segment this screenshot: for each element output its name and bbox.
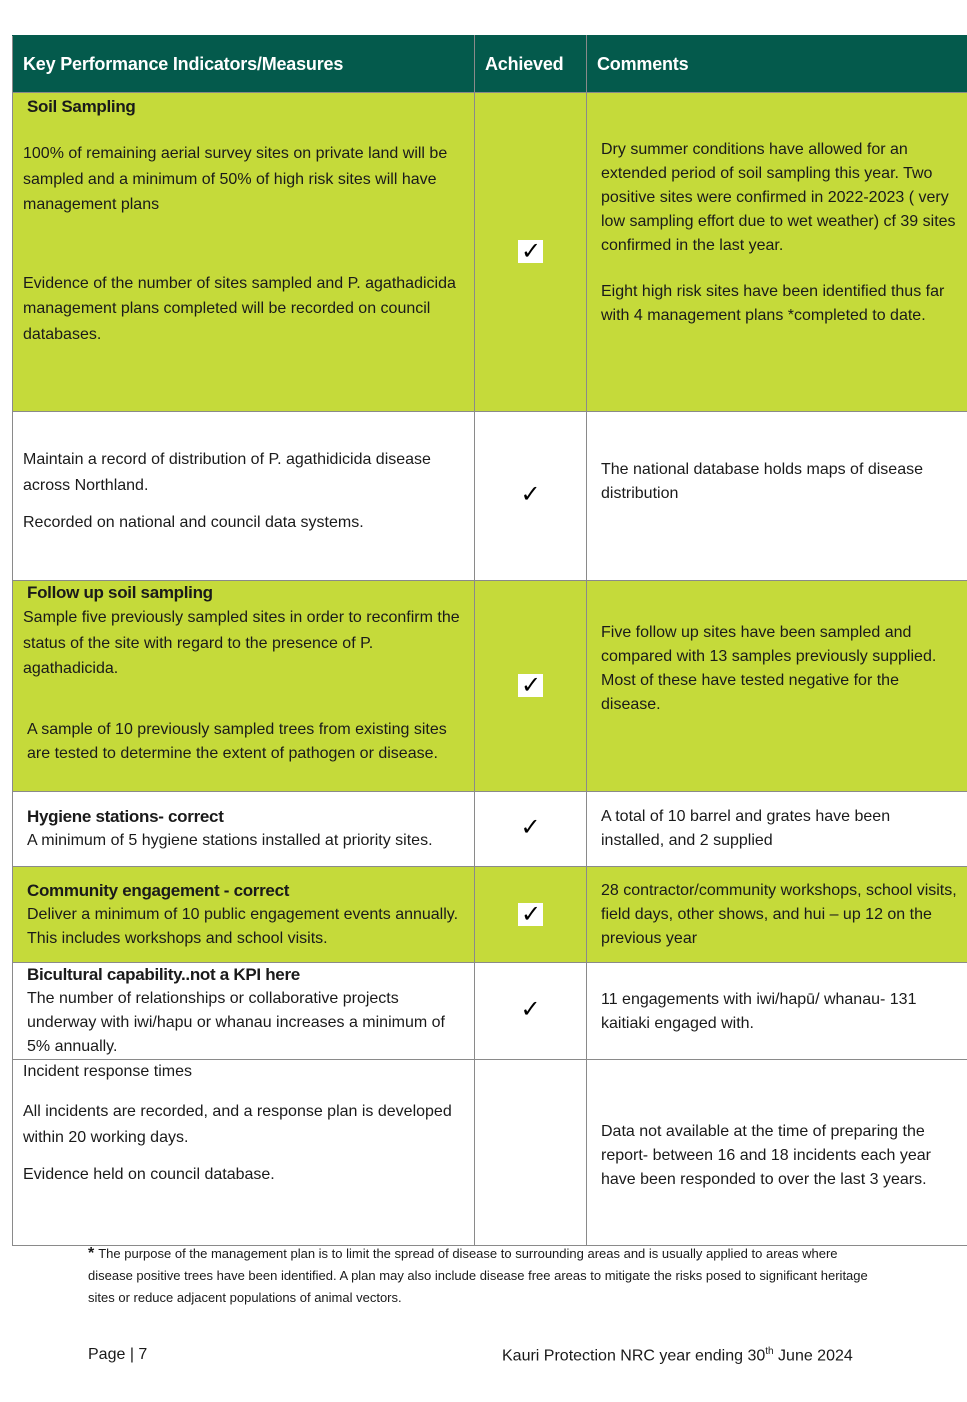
comment-cell [587,792,967,867]
measure-cell [13,1060,475,1246]
measure-text: A minimum of 5 hygiene stations installed at priority sites. [27,832,433,849]
comment-cell [587,412,967,581]
achieved-checkbox [518,900,543,928]
page-number: Page | 7 [88,1346,148,1363]
achieved-cell [475,867,587,963]
measure-cell [13,792,475,867]
check-icon: ✓ [521,672,542,700]
measure-text: Sample five previously sampled sites in order to reconfirm the status of the site with regard to the presence of P. agathadicida. [23,609,460,677]
measure-text: Maintain a record of distribution of P. agathidicida disease across Northland. [23,451,431,494]
header-comments: Comments [587,36,967,93]
row-title: Hygiene stations- correct [27,807,224,826]
evidence-text: Recorded on national and council data systems. [23,514,364,531]
comment-text: The national database holds maps of disease distribution [601,461,923,502]
comment-cell [587,1060,967,1246]
achieved-checkbox [518,672,543,700]
document-title-suffix: June 2024 [773,1347,853,1365]
measure-cell [13,93,475,412]
comment-cell [587,581,967,792]
achieved-cell [475,93,587,412]
check-icon: ✓ [520,995,541,1023]
achieved-cell [475,412,587,581]
check-icon: ✓ [521,900,542,928]
row-title: Bicultural capability..not a KPI here [27,965,300,984]
check-icon: ✓ [520,813,541,841]
row-title: Incident response times [23,1063,192,1080]
measure-text: The number of relationships or collaborative projects underway with iwi/hapu or whanau increases a minimum of 5% annually. [27,990,445,1055]
achieved-cell [475,1060,587,1246]
comment-text: A total of 10 barrel and grates have been installed, and 2 supplied [601,808,891,849]
comment-text: Five follow up sites have been sampled and compared with 13 samples previously supplied. Most of these have tested negative for the disease. [601,624,937,713]
row-title: Follow up soil sampling [27,583,213,602]
measure-text: 100% of remaining aerial survey sites on private land will be sampled and a minimum of 50% of high risk sites will have management plans [23,145,448,213]
table-row [13,412,967,581]
measure-text: All incidents are recorded, and a response plan is developed within 20 working days. [23,1103,452,1146]
row-title: Community engagement - correct [27,880,290,900]
comment-cell [587,93,967,412]
table-row [13,867,967,963]
footnote-marker: * [88,1245,95,1262]
table-row [13,1060,967,1246]
achieved-cell [475,963,587,1060]
comment-text: 28 contractor/community workshops, school visits, field days, other shows, and hui – up 12 on the previous year [601,881,957,947]
measure-text: Deliver a minimum of 10 public engagement events annually. This includes workshops and school visits. [27,905,459,947]
table-header-row [13,36,967,93]
evidence-text: A sample of 10 previously sampled trees from existing sites are tested to determine the extent of pathogen or disease. [27,720,447,762]
document-title-prefix: Kauri Protection NRC year ending 30 [502,1347,766,1365]
comment-cell [587,963,967,1060]
header-kpi: Key Performance Indicators/Measures [13,36,475,93]
row-title: Soil Sampling [27,97,136,116]
table-row [13,581,967,792]
measure-cell [13,412,475,581]
document-title [502,1346,853,1365]
footnote [88,1243,878,1309]
achieved-checkbox [518,238,543,266]
footnote-text: The purpose of the management plan is to limit the spread of disease to surrounding areas and is usually applied to areas where disease positive trees have been identified. A plan may also include disease free areas to mitigate the risks posed to significant heritage sites or reduce adjacent populations of animal vectors. [88,1246,868,1305]
header-achieved: Achieved [475,36,587,93]
document-title-sup: th [765,1346,774,1357]
kpi-table [12,35,967,1246]
table-row [13,93,967,412]
measure-cell [13,867,475,963]
measure-cell [13,581,475,792]
comment-cell [587,867,967,963]
achieved-cell [475,792,587,867]
evidence-text: Evidence of the number of sites sampled and P. agathadicida management plans completed will be recorded on council databases. [23,274,456,343]
measure-cell [13,963,475,1060]
comment-text: Eight high risk sites have been identified thus far with 4 management plans *completed to date. [601,283,945,324]
comment-text: 11 engagements with iwi/hapū/ whanau- 131 kaitiaki engaged with. [601,991,917,1032]
evidence-text: Evidence held on council database. [23,1166,275,1183]
comment-text: Dry summer conditions have allowed for an extended period of soil sampling this year. Two positive sites were confirmed in 2022-2023 ( very low sampling effort due to wet weather) cf 39 sites confirmed in the last year. [601,141,956,254]
comment-text: Data not available at the time of preparing the report- between 16 and 18 incidents each year have been responded to over the last 3 years. [601,1122,931,1188]
table-row [13,963,967,1060]
achieved-cell [475,581,587,792]
check-icon: ✓ [521,238,542,266]
check-icon: ✓ [520,480,541,508]
table-row [13,792,967,867]
